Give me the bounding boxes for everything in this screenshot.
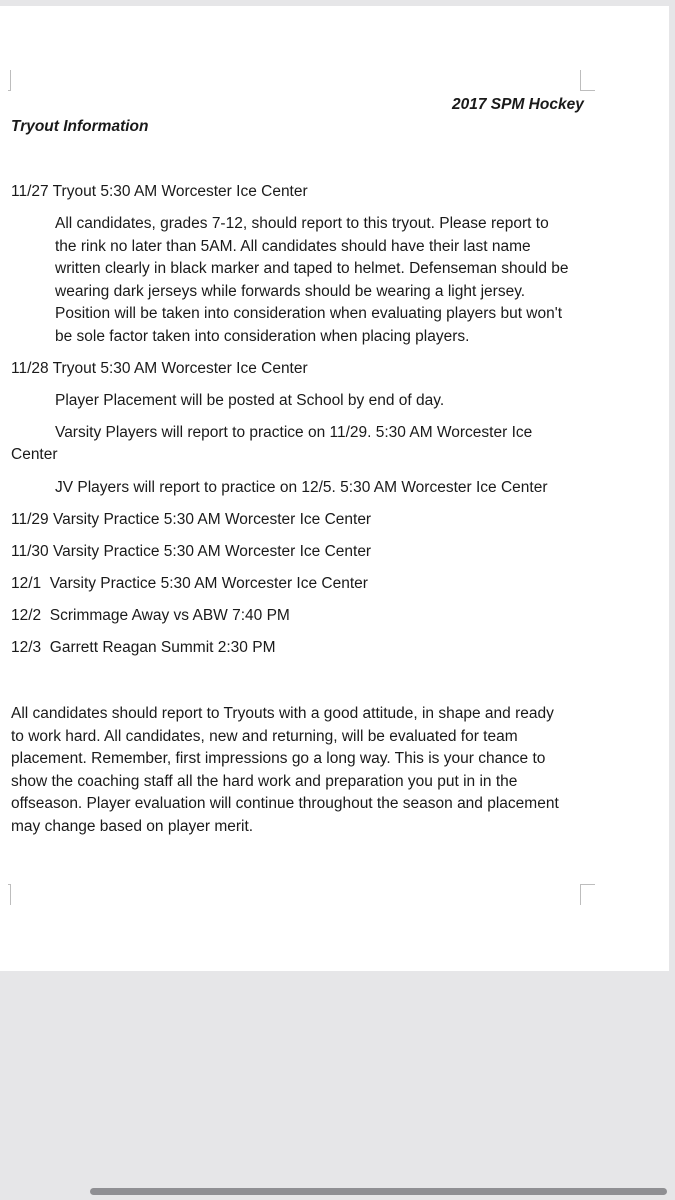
schedule-event: 11/30 Varsity Practice 5:30 AM Worcester Ice Center	[11, 543, 372, 560]
schedule-event: 12/3 Garrett Reagan Summit 2:30 PM	[11, 639, 276, 656]
closing-line: placement. Remember, first impressions go a long way. This is your chance to	[11, 750, 546, 767]
detail-line: the rink no later than 5AM. All candidates should have their last name	[55, 237, 531, 255]
document-title: 2017 SPM Hockey	[452, 96, 584, 113]
closing-line: may change based on player merit.	[11, 817, 254, 835]
document-subtitle: Tryout Information	[11, 118, 149, 135]
closing-line: to work hard. All candidates, new and returning, will be evaluated for team	[11, 727, 518, 745]
schedule-event: 11/29 Varsity Practice 5:30 AM Worcester Ice Center	[11, 511, 372, 528]
detail-line: written clearly in black marker and taped to helmet. Defenseman should be	[55, 260, 569, 277]
schedule-event: 12/2 Scrimmage Away vs ABW 7:40 PM	[11, 607, 290, 624]
crop-mark-top-right	[580, 70, 595, 91]
detail-line: All candidates, grades 7-12, should report to this tryout. Please report to	[55, 215, 549, 232]
crop-mark-bottom-right	[580, 884, 595, 905]
horizontal-scrollbar[interactable]	[90, 1188, 667, 1195]
detail-line: be sole factor taken into consideration when placing players.	[55, 327, 470, 345]
crop-mark-bottom-left	[8, 884, 11, 905]
schedule-event: 12/1 Varsity Practice 5:30 AM Worcester Ice Center	[11, 575, 368, 592]
varsity-note: Varsity Players will report to practice on 11/29. 5:30 AM Worcester Ice	[55, 424, 533, 441]
document-page	[0, 6, 669, 971]
placement-note: Player Placement will be posted at School by end of day.	[55, 392, 445, 409]
closing-line: show the coaching staff all the hard work and preparation you put in in the	[11, 772, 518, 790]
jv-note: JV Players will report to practice on 12/5. 5:30 AM Worcester Ice Center	[55, 479, 548, 496]
schedule-tryout-1: 11/27 Tryout 5:30 AM Worcester Ice Center	[11, 183, 308, 200]
tryout-1-details	[55, 213, 569, 348]
crop-mark-top-left	[8, 70, 11, 91]
detail-line: Position will be taken into consideration when evaluating players but won't	[55, 305, 563, 322]
closing-line: offseason. Player evaluation will continue throughout the season and placement	[11, 795, 559, 812]
page-gutter	[669, 6, 675, 971]
detail-line: wearing dark jerseys while forwards should be wearing a light jersey.	[55, 282, 526, 300]
closing-line: All candidates should report to Tryouts with a good attitude, in shape and ready	[11, 705, 554, 722]
varsity-note-continued: Center	[11, 446, 58, 463]
schedule-tryout-2: 11/28 Tryout 5:30 AM Worcester Ice Center	[11, 360, 308, 377]
closing-paragraph	[11, 703, 559, 838]
